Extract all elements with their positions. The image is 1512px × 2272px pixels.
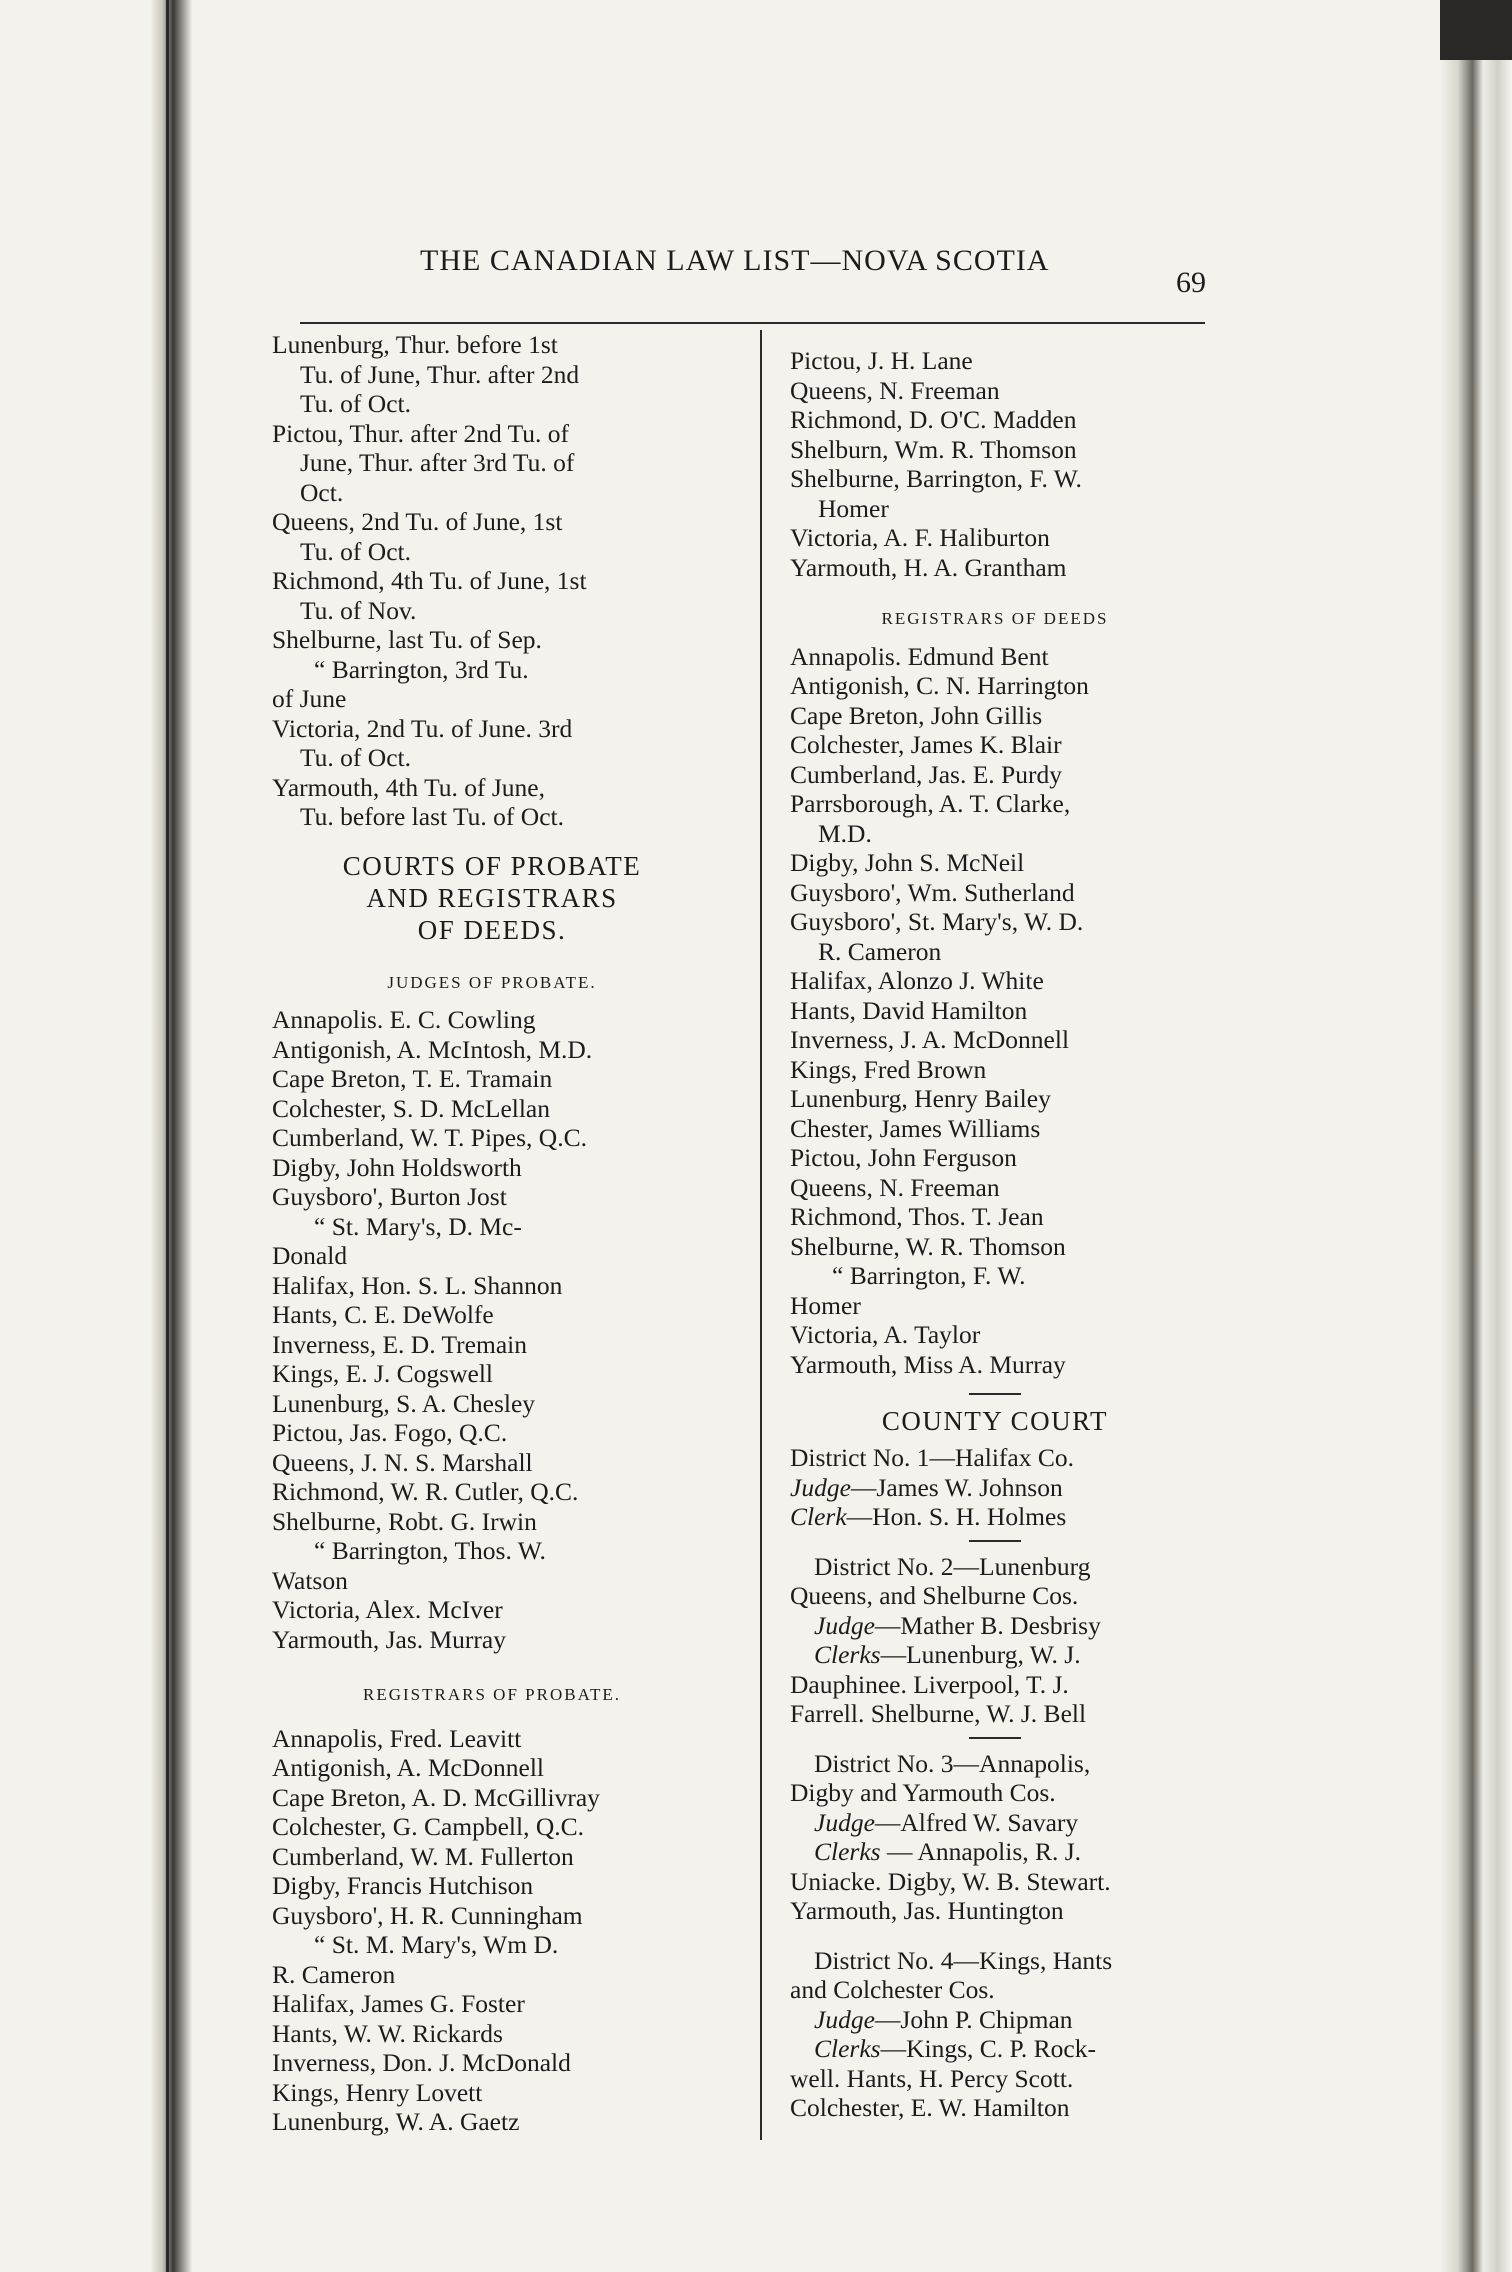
entry-line: Inverness, Don. J. McDonald [272, 2048, 571, 2077]
entry-line: Watson [272, 1565, 348, 1595]
entry-line: of June [272, 684, 347, 713]
entry-line: Hants, David Hamilton [790, 995, 1028, 1025]
section-heading-line: OF DEEDS. [417, 914, 567, 945]
list-entry [272, 1507, 712, 1537]
entry-line: Shelburne, last Tu. of Sep. [272, 625, 542, 654]
clerk-name: —Hon. S. H. Holmes [846, 1502, 1067, 1531]
page-edge-corner [1440, 0, 1512, 60]
entry-line: Halifax, Alonzo J. White [790, 966, 1044, 995]
entry-line: Colchester, S. D. McLellan [272, 1093, 550, 1123]
entry-line: Yarmouth, 4th Tu. of June, [272, 772, 546, 802]
list-entry [272, 655, 712, 714]
entry-line: Victoria, A. F. Haliburton [790, 523, 1050, 552]
clerks-text: Uniacke. Digby, W. B. Stewart. [790, 1866, 1111, 1896]
entry-line: Cape Breton, A. D. McGillivray [272, 1782, 600, 1812]
list-entry [272, 1448, 712, 1478]
district-3 [790, 1749, 1200, 1926]
entry-line: Yarmouth, Jas. Murray [272, 1624, 506, 1654]
clerks-text: Colchester, E. W. Hamilton [790, 2093, 1070, 2122]
entry-line: Antigonish, A. McDonnell [272, 1753, 544, 1782]
judge-name: —Mather B. Desbrisy [874, 1610, 1101, 1640]
entry-line: Guysboro', Burton Jost [272, 1182, 507, 1211]
entry-line: Yarmouth, H. A. Grantham [790, 552, 1067, 582]
list-entry [272, 1842, 712, 1872]
entry-line: Guysboro', St. Mary's, W. D. [790, 907, 1084, 936]
clerks-text: Yarmouth, Jas. Huntington [790, 1896, 1064, 1925]
entry-line: Kings, E. J. Cogswell [272, 1359, 494, 1388]
entry-line: “ Barrington, F. W. [832, 1261, 1026, 1290]
list-entry [272, 1212, 712, 1271]
list-entry [272, 1389, 712, 1419]
court-sittings-list [272, 330, 712, 832]
entry-line: Shelburne, Barrington, F. W. [790, 464, 1082, 493]
entry-line: Donald [272, 1241, 348, 1270]
entry-line: Cumberland, W. M. Fullerton [272, 1841, 574, 1871]
entry-line: “ Barrington, Thos. W. [314, 1536, 546, 1565]
list-entry [272, 1359, 712, 1389]
divider [969, 1737, 1021, 1739]
clerks-text: Dauphinee. Liverpool, T. J. [790, 1669, 1069, 1699]
entry-line: Digby, Francis Hutchison [272, 1871, 534, 1900]
entry-line: Victoria, Alex. McIver [272, 1595, 503, 1624]
entry-line: Lunenburg, W. A. Gaetz [272, 2107, 520, 2136]
list-entry [790, 1025, 1200, 1055]
list-entry [272, 2078, 712, 2108]
gutter-line [166, 0, 169, 2272]
entry-line: Parrsborough, A. T. Clarke, [790, 789, 1071, 818]
section-heading-line: AND REGISTRARS [366, 882, 618, 913]
entry-line: Tu. of Oct. [300, 743, 411, 772]
list-entry [272, 507, 712, 566]
entry-line: Cumberland, W. T. Pipes, Q.C. [272, 1123, 587, 1152]
district-4 [790, 1946, 1200, 2123]
judge-label: Judge [814, 2004, 875, 2034]
judges-of-probate-list [272, 1005, 712, 1654]
entry-line: R. Cameron [272, 1959, 396, 1989]
list-entry [790, 1202, 1200, 1232]
entry-line: Tu. of Oct. [300, 389, 411, 418]
column-rule [760, 330, 762, 2140]
list-entry [790, 464, 1200, 523]
entry-line: Antigonish, A. McIntosh, M.D. [272, 1034, 593, 1064]
list-entry [272, 1094, 712, 1124]
list-entry [790, 376, 1200, 406]
entry-line: Inverness, E. D. Tremain [272, 1329, 527, 1359]
district-1 [790, 1443, 1200, 1532]
district-line: District No. 2—Lunenburg [814, 1551, 1091, 1581]
entry-line: Shelburne, W. R. Thomson [790, 1231, 1066, 1261]
registrars-of-deeds-list [790, 642, 1200, 1380]
clerks-text: Farrell. Shelburne, W. J. Bell [790, 1699, 1087, 1728]
entry-line: Annapolis. E. C. Cowling [272, 1005, 536, 1034]
clerks-text: —Kings, C. P. Rock- [880, 2034, 1096, 2063]
judge-name: —Alfred W. Savary [874, 1807, 1079, 1837]
entry-line: Queens, J. N. S. Marshall [272, 1447, 533, 1477]
judge-label: Judge [814, 1610, 875, 1640]
entry-line: Guysboro', H. R. Cunningham [272, 1900, 583, 1930]
list-entry [272, 1271, 712, 1301]
list-entry [790, 553, 1200, 583]
list-entry [272, 1753, 712, 1783]
list-entry [272, 2048, 712, 2078]
entry-line: Halifax, Hon. S. L. Shannon [272, 1270, 563, 1300]
list-entry [790, 996, 1200, 1026]
entry-line: Tu. of June, Thur. after 2nd [300, 359, 580, 389]
clerks-text: — Annapolis, R. J. [880, 1837, 1082, 1866]
list-entry [790, 523, 1200, 553]
entry-line: Pictou, Thur. after 2nd Tu. of [272, 418, 570, 448]
list-entry [272, 1595, 712, 1625]
list-entry [790, 907, 1200, 966]
entry-line: Richmond, 4th Tu. of June, 1st [272, 566, 587, 595]
entry-line: Richmond, Thos. T. Jean [790, 1202, 1044, 1231]
entry-line: Guysboro', Wm. Sutherland [790, 877, 1075, 907]
section-heading [272, 850, 712, 946]
entry-line: Halifax, James G. Foster [272, 1989, 525, 2018]
list-entry [790, 1055, 1200, 1085]
judge-name: —John P. Chipman [874, 2004, 1073, 2034]
entry-line: Inverness, J. A. McDonnell [790, 1025, 1070, 1054]
entry-line: Pictou, J. H. Lane [790, 346, 973, 375]
entry-line: Hants, W. W. Rickards [272, 2018, 503, 2048]
page-number: 69 [1176, 266, 1206, 299]
district-line: District No. 4—Kings, Hants [814, 1945, 1113, 1975]
entry-line: “ Barrington, 3rd Tu. [314, 654, 529, 684]
registrars-of-probate-list [272, 1724, 712, 2137]
entry-line: Queens, 2nd Tu. of June, 1st [272, 507, 563, 536]
judges-heading: JUDGES OF PROBATE. [387, 972, 597, 992]
continued-list [790, 346, 1200, 582]
entry-line: Cumberland, Jas. E. Purdy [790, 759, 1062, 789]
entry-line: Kings, Henry Lovett [272, 2077, 483, 2107]
district-line: Queens, and Shelburne Cos. [790, 1581, 1079, 1610]
entry-line: Digby, John Holdsworth [272, 1152, 522, 1182]
list-entry [272, 1005, 712, 1035]
list-entry [790, 642, 1200, 672]
entry-line: M.D. [818, 818, 872, 848]
list-entry [272, 1182, 712, 1212]
list-entry [790, 760, 1200, 790]
entry-line: Pictou, John Ferguson [790, 1143, 1017, 1172]
list-entry [272, 1724, 712, 1754]
list-entry [790, 346, 1200, 376]
entry-line: Hants, C. E. DeWolfe [272, 1300, 494, 1329]
list-entry [790, 1173, 1200, 1203]
list-entry [272, 625, 712, 655]
entry-line: Yarmouth, Miss A. Murray [790, 1349, 1066, 1379]
entry-line: Queens, N. Freeman [790, 375, 1000, 405]
list-entry [790, 730, 1200, 760]
divider [969, 1393, 1021, 1395]
district-line: and Colchester Cos. [790, 1975, 995, 2004]
list-entry [790, 1114, 1200, 1144]
entry-line: Digby, John S. McNeil [790, 848, 1025, 877]
list-entry [272, 1153, 712, 1183]
entry-line: Victoria, A. Taylor [790, 1320, 981, 1349]
entry-line: Richmond, W. R. Cutler, Q.C. [272, 1477, 579, 1506]
list-entry [272, 1123, 712, 1153]
clerk-label: Clerk [790, 1502, 847, 1531]
list-entry [272, 714, 712, 773]
list-entry [272, 1871, 712, 1901]
clerks-text: —Lunenburg, W. J. [880, 1640, 1081, 1669]
list-entry [272, 1064, 712, 1094]
list-entry [272, 330, 712, 419]
list-entry [272, 1035, 712, 1065]
list-entry [272, 2107, 712, 2137]
list-entry [790, 878, 1200, 908]
running-header: THE CANADIAN LAW LIST—NOVA SCOTIA [420, 244, 1050, 277]
entry-line: Shelburn, Wm. R. Thomson [790, 434, 1077, 464]
entry-line: Victoria, 2nd Tu. of June. 3rd [272, 713, 573, 743]
entry-line: Cape Breton, John Gillis [790, 700, 1043, 730]
clerks-label: Clerks [814, 1837, 881, 1866]
list-entry [272, 1536, 712, 1595]
list-entry [790, 1320, 1200, 1350]
registrars-deeds-heading: REGISTRARS OF DEEDS [881, 609, 1109, 628]
list-entry [790, 1350, 1200, 1380]
list-entry [790, 435, 1200, 465]
judge-label: Judge [814, 1807, 875, 1837]
list-entry [790, 966, 1200, 996]
entry-line: Annapolis, Fred. Leavitt [272, 1723, 522, 1753]
page-edge [1440, 0, 1512, 2272]
list-entry [790, 671, 1200, 701]
entry-line: “ St. M. Mary's, Wm D. [314, 1930, 559, 1959]
section-heading-line: COURTS OF PROBATE [342, 850, 642, 881]
list-entry [790, 1143, 1200, 1173]
list-entry [272, 1300, 712, 1330]
registrars-probate-heading: REGISTRARS OF PROBATE. [363, 1685, 621, 1704]
judge-label: Judge [790, 1472, 851, 1502]
county-court-heading: COUNTY COURT [881, 1406, 1109, 1436]
entry-line: Lunenburg, S. A. Chesley [272, 1388, 536, 1418]
entry-line: Tu. of Nov. [300, 595, 417, 625]
list-entry [790, 1261, 1200, 1320]
entry-line: Colchester, G. Campbell, Q.C. [272, 1812, 585, 1841]
header-rule [300, 322, 1205, 324]
entry-line: Lunenburg, Thur. before 1st [272, 330, 558, 359]
entry-line: Annapolis. Edmund Bent [790, 641, 1049, 671]
entry-line: Colchester, James K. Blair [790, 730, 1062, 759]
list-entry [272, 566, 712, 625]
list-entry [272, 1625, 712, 1655]
clerks-label: Clerks [814, 2034, 881, 2063]
entry-line: Oct. [300, 477, 344, 507]
entry-line: Chester, James Williams [790, 1113, 1041, 1143]
entry-line: Richmond, D. O'C. Madden [790, 405, 1077, 434]
district-line: Digby and Yarmouth Cos. [790, 1778, 1056, 1807]
list-entry [272, 2019, 712, 2049]
entry-line: Kings, Fred Brown [790, 1054, 987, 1084]
judge-name: —James W. Johnson [850, 1472, 1063, 1502]
list-entry [272, 1418, 712, 1448]
list-entry [790, 789, 1200, 848]
divider [969, 1540, 1021, 1542]
entry-line: Antigonish, C. N. Harrington [790, 671, 1089, 700]
entry-line: Tu. of Oct. [300, 536, 411, 566]
list-entry [272, 1330, 712, 1360]
list-entry [790, 405, 1200, 435]
entry-line: Pictou, Jas. Fogo, Q.C. [272, 1418, 508, 1447]
clerks-text: well. Hants, H. Percy Scott. [790, 2063, 1074, 2093]
entry-line: Lunenburg, Henry Bailey [790, 1084, 1051, 1113]
entry-line: Homer [790, 1290, 861, 1320]
list-entry [272, 1477, 712, 1507]
list-entry [272, 1989, 712, 2019]
right-column [790, 346, 1200, 2123]
clerks-label: Clerks [814, 1640, 881, 1669]
list-entry [790, 1084, 1200, 1114]
entry-line: Tu. before last Tu. of Oct. [300, 802, 564, 831]
list-entry [790, 701, 1200, 731]
left-column [272, 330, 712, 2137]
entry-line: June, Thur. after 3rd Tu. of [300, 448, 575, 477]
entry-line: Cape Breton, T. E. Tramain [272, 1064, 553, 1093]
list-entry [790, 848, 1200, 878]
district-line: District No. 3—Annapolis, [814, 1748, 1091, 1778]
list-entry [790, 1232, 1200, 1262]
list-entry [272, 1901, 712, 1931]
list-entry [272, 1930, 712, 1989]
district-2 [790, 1552, 1200, 1729]
entry-line: Homer [818, 493, 889, 523]
entry-line: R. Cameron [818, 936, 942, 966]
list-entry [272, 419, 712, 508]
book-gutter [150, 0, 192, 2272]
entry-line: Shelburne, Robt. G. Irwin [272, 1506, 537, 1536]
entry-line: Queens, N. Freeman [790, 1172, 1000, 1202]
district-line: District No. 1—Halifax Co. [790, 1443, 1074, 1472]
list-entry [272, 1783, 712, 1813]
list-entry [272, 773, 712, 832]
list-entry [272, 1812, 712, 1842]
entry-line: “ St. Mary's, D. Mc- [314, 1211, 522, 1241]
